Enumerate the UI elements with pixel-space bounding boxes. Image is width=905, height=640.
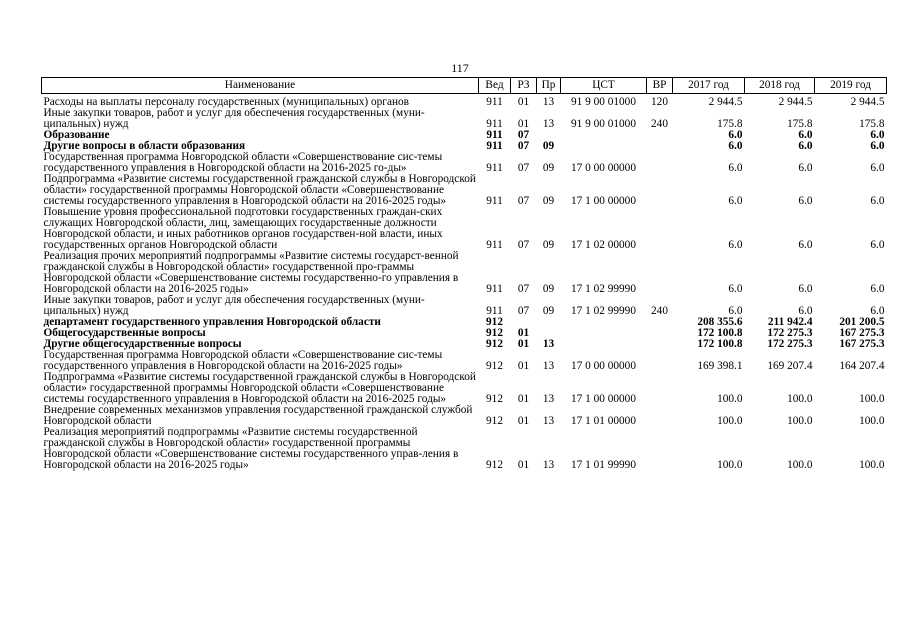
row-rz: 01 [517, 338, 530, 350]
row-2018: 100.0 [787, 415, 813, 427]
row-cst: 17 1 01 00000 [571, 415, 636, 427]
row-pr [537, 317, 561, 328]
row-pr: 13 [542, 393, 555, 405]
row-2019: 100.0 [859, 459, 885, 471]
row-name: Другие вопросы в области образования [43, 140, 246, 152]
row-name: Внедрение современных механизмов управления государственной гражданской службой Новгородской области [43, 404, 473, 427]
row-2018: 100.0 [787, 393, 813, 405]
table-row [42, 108, 887, 130]
row-cst: 17 1 02 99990 [571, 305, 636, 317]
row-2018: 100.0 [787, 459, 813, 471]
row-2018: 6.0 [798, 129, 813, 141]
row-cst [561, 141, 647, 152]
row-rz: 01 [517, 393, 530, 405]
row-vr [647, 152, 673, 174]
row-vr [647, 350, 673, 372]
table-row [42, 427, 887, 471]
row-vr [647, 427, 673, 471]
row-pr: 09 [542, 239, 555, 251]
table-row [42, 295, 887, 317]
row-cst: 17 1 01 99990 [571, 459, 636, 471]
row-name: Подпрограмма «Развитие системы государственной гражданской службы в Новгородской области» государственной программы Новгородской области «Совершенствование системы государственного управления в Новгородской области на 2016-2025 годы» [43, 371, 476, 405]
row-pr: 13 [542, 459, 555, 471]
budget-table [41, 77, 887, 471]
row-2017: 172 100.8 [697, 327, 743, 339]
header-2017: 2017 год [673, 78, 745, 94]
row-2017: 100.0 [717, 393, 743, 405]
row-ved: 911 [486, 162, 503, 174]
row-vr [647, 130, 673, 141]
row-pr: 13 [542, 118, 555, 130]
row-cst: 91 9 00 01000 [571, 118, 636, 130]
row-2017: 6.0 [728, 140, 743, 152]
row-rz: 01 [517, 118, 530, 130]
row-pr: 09 [542, 283, 555, 295]
page-number: 117 [451, 61, 469, 75]
row-vr [647, 251, 673, 295]
row-ved: 911 [486, 283, 503, 295]
row-rz: 07 [517, 239, 530, 251]
row-cst: 17 0 00 00000 [571, 360, 636, 372]
row-2018: 6.0 [798, 239, 813, 251]
row-cst: 17 0 00 00000 [571, 162, 636, 174]
row-name: Другие общегосударственные вопросы [43, 338, 242, 350]
row-rz: 07 [517, 140, 530, 152]
row-2017: 100.0 [717, 459, 743, 471]
row-ved: 911 [486, 195, 503, 207]
row-name: Расходы на выплаты персоналу государственных (муниципальных) органов [43, 96, 409, 108]
row-rz: 07 [517, 305, 530, 317]
row-2018: 169 207.4 [767, 360, 813, 372]
row-rz: 07 [517, 195, 530, 207]
row-rz: 01 [517, 459, 530, 471]
row-ved: 911 [486, 239, 503, 251]
header-2018: 2018 год [745, 78, 815, 94]
header-cst: ЦСТ [561, 78, 647, 94]
row-2018: 172 275.3 [767, 338, 813, 350]
row-2017: 2 944.5 [708, 96, 743, 108]
table-header-row [42, 78, 887, 94]
table-row [42, 251, 887, 295]
row-name: Реализация прочих мероприятий подпрограммы «Развитие системы государст-венной гражданской службы в Новгородской области» государственной про-граммы Новгородской области «Совершенствование системы государственно-го управления в Новгородской области на 2016-2025 годы» [43, 250, 459, 295]
row-pr: 13 [542, 360, 555, 372]
row-vr [647, 405, 673, 427]
table-row [42, 207, 887, 251]
row-2017: 169 398.1 [697, 360, 743, 372]
row-name: Иные закупки товаров, работ и услуг для обеспечения государственных (муни-ципальных) нужд [43, 294, 425, 317]
row-2018: 6.0 [798, 140, 813, 152]
header-name: Наименование [42, 78, 479, 94]
row-rz: 07 [517, 129, 530, 141]
row-name: Образование [43, 129, 110, 141]
row-2019: 167 275.3 [839, 327, 885, 339]
row-vr: 240 [651, 305, 668, 317]
row-rz: 01 [517, 327, 530, 339]
row-2019: 6.0 [870, 129, 885, 141]
row-rz: 01 [517, 96, 530, 108]
row-ved: 912 [486, 415, 503, 427]
row-2019: 167 275.3 [839, 338, 885, 350]
row-vr: 240 [651, 118, 668, 130]
table-row [42, 174, 887, 207]
row-2018: 6.0 [798, 305, 813, 317]
row-cst [561, 339, 647, 350]
row-cst [561, 328, 647, 339]
row-vr [647, 174, 673, 207]
row-2018: 211 942.4 [767, 316, 813, 328]
header-pr: Пр [537, 78, 561, 94]
row-cst: 17 1 02 00000 [571, 239, 636, 251]
row-ved: 911 [486, 118, 503, 130]
row-ved: 911 [486, 305, 503, 317]
row-2017: 208 355.6 [697, 316, 743, 328]
row-ved: 912 [486, 327, 503, 339]
row-2017: 175.8 [717, 118, 743, 130]
row-rz: 01 [517, 415, 530, 427]
row-2017: 100.0 [717, 415, 743, 427]
row-pr: 13 [542, 415, 555, 427]
row-name: Подпрограмма «Развитие системы государственной гражданской службы в Новгородской области» государственной программы Новгородской области «Совершенствование системы государственного управления в Новгородской области на 2016-2025 годы» [43, 173, 476, 207]
row-pr: 13 [542, 338, 555, 350]
row-2017: 6.0 [728, 195, 743, 207]
row-2018: 172 275.3 [767, 327, 813, 339]
row-2018: 6.0 [798, 162, 813, 174]
row-name: Иные закупки товаров, работ и услуг для обеспечения государственных (муни-ципальных) нужд [43, 107, 425, 130]
row-ved: 912 [486, 338, 503, 350]
row-2019: 175.8 [859, 118, 885, 130]
row-vr [647, 317, 673, 328]
row-2018: 2 944.5 [778, 96, 813, 108]
row-ved: 912 [486, 459, 503, 471]
row-name: Государственная программа Новгородской области «Совершенствование сис-темы государственного управления в Новгородской области на 2016-2025 годы» [43, 349, 443, 372]
header-ved: Вед [479, 78, 511, 94]
row-2019: 6.0 [870, 283, 885, 295]
table-row [42, 94, 887, 109]
row-vr [647, 207, 673, 251]
row-pr: 09 [542, 305, 555, 317]
row-vr [647, 339, 673, 350]
row-ved: 911 [486, 140, 503, 152]
row-ved: 912 [486, 393, 503, 405]
row-vr [647, 141, 673, 152]
row-ved: 912 [486, 316, 503, 328]
row-vr [647, 372, 673, 405]
row-2017: 6.0 [728, 283, 743, 295]
row-ved: 911 [486, 96, 503, 108]
header-2019: 2019 год [815, 78, 887, 94]
row-name: департамент государственного управления Новгородской области [43, 316, 381, 328]
row-2017: 6.0 [728, 162, 743, 174]
row-2018: 6.0 [798, 195, 813, 207]
table-row [42, 372, 887, 405]
table-row [42, 405, 887, 427]
row-2019: 2 944.5 [850, 96, 885, 108]
row-2019: 6.0 [870, 162, 885, 174]
header-rz: РЗ [511, 78, 537, 94]
row-rz: 01 [517, 360, 530, 372]
row-2017: 6.0 [728, 129, 743, 141]
row-name: Общегосударственные вопросы [43, 327, 206, 339]
row-pr: 09 [542, 140, 555, 152]
row-cst: 17 1 00 00000 [571, 393, 636, 405]
header-vr: ВР [647, 78, 673, 94]
row-2017: 6.0 [728, 239, 743, 251]
row-2019: 201 200.5 [839, 316, 885, 328]
row-cst: 17 1 02 99990 [571, 283, 636, 295]
row-pr: 13 [542, 96, 555, 108]
row-pr: 09 [542, 162, 555, 174]
row-cst [561, 317, 647, 328]
row-ved: 911 [486, 129, 503, 141]
row-ved: 912 [486, 360, 503, 372]
table-row [42, 152, 887, 174]
row-2019: 6.0 [870, 305, 885, 317]
row-2019: 164 207.4 [839, 360, 885, 372]
row-cst [561, 130, 647, 141]
row-rz: 07 [517, 283, 530, 295]
row-cst: 91 9 00 01000 [571, 96, 636, 108]
row-2018: 175.8 [787, 118, 813, 130]
row-name: Повышение уровня профессиональной подготовки государственных граждан-ских служащих Новгородской области, лиц, замещающих государственные должности Новгородской области, и иных работников органов государствен-ной власти, иных государственных органов Новгородской области [43, 206, 443, 251]
row-2019: 100.0 [859, 415, 885, 427]
row-2017: 6.0 [728, 305, 743, 317]
row-2019: 6.0 [870, 140, 885, 152]
row-2019: 6.0 [870, 239, 885, 251]
row-2017: 172 100.8 [697, 338, 743, 350]
row-vr [647, 328, 673, 339]
row-2018: 6.0 [798, 283, 813, 295]
row-cst: 17 1 00 00000 [571, 195, 636, 207]
row-vr: 120 [651, 96, 668, 108]
row-pr: 09 [542, 195, 555, 207]
table-row [42, 350, 887, 372]
row-2019: 100.0 [859, 393, 885, 405]
row-rz: 07 [517, 162, 530, 174]
row-name: Государственная программа Новгородской области «Совершенствование сис-темы государственного управления в Новгородской области на 2016-2025 го-ды» [43, 151, 443, 174]
row-2019: 6.0 [870, 195, 885, 207]
row-name: Реализация мероприятий подпрограммы «Развитие системы государственной гражданской службы в Новгородской области» государственной программы Новгородской области «Совершенствование системы государственного управ-ления в Новгородской области на 2016-2025 годы» [43, 426, 459, 471]
